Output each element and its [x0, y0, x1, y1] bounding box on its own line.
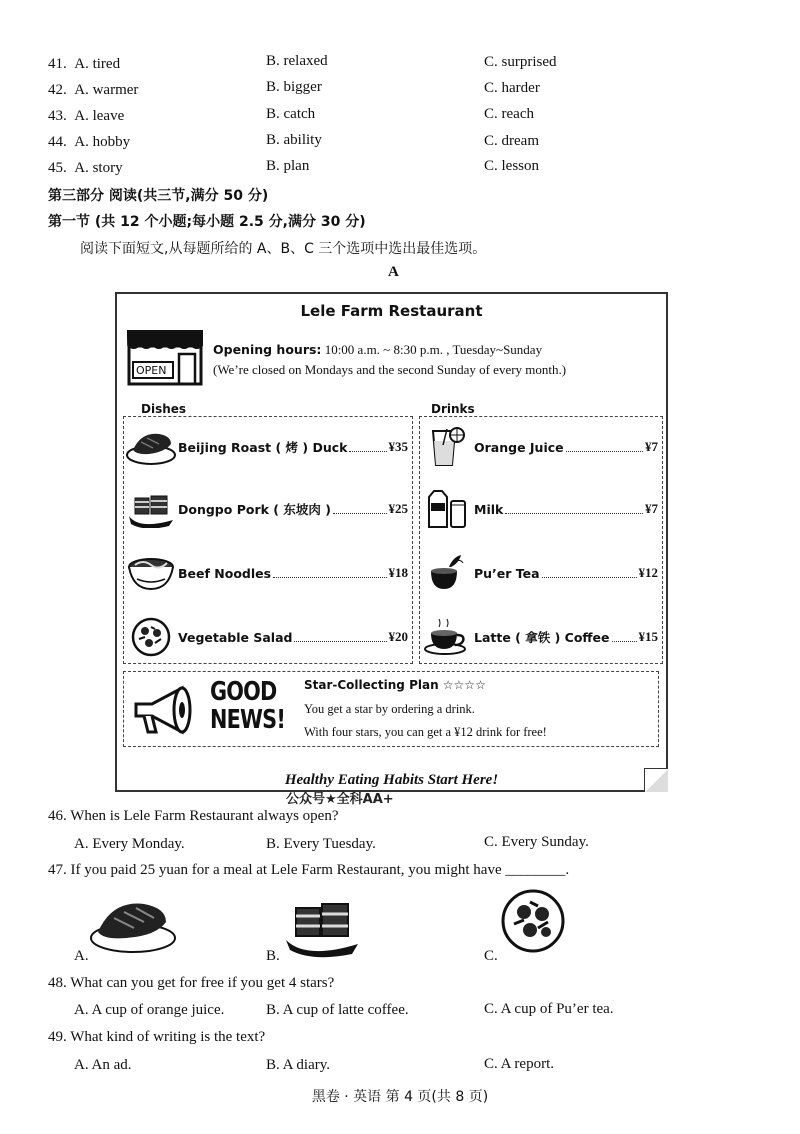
option-row [48, 134, 130, 151]
option-c: C. lesson [484, 158, 540, 174]
option-b: B. relaxed [266, 53, 328, 69]
option-row [48, 82, 138, 99]
hours-value: 10:00 a.m. ~ 8:30 p.m. , Tuesday~Sunday [321, 342, 543, 357]
drinks-menu [419, 416, 663, 664]
option-a: A. Every Monday. [74, 836, 185, 852]
option-a: A. tired [74, 56, 121, 72]
menu-item [420, 489, 662, 529]
passage-label: A [388, 264, 399, 280]
dongpo-pork-option-icon [282, 898, 362, 958]
drink-name: Orange Juice [474, 439, 564, 455]
dishes-menu [123, 416, 413, 664]
dongpo-pork-icon [124, 489, 178, 529]
menu-item [420, 553, 662, 593]
menu-item [420, 427, 662, 467]
option-b: B. A cup of latte coffee. [266, 1002, 409, 1018]
drink-price: ¥15 [638, 629, 658, 644]
menu-item [124, 427, 412, 467]
option-c: C. reach [484, 106, 534, 122]
option-a: A. story [74, 160, 123, 176]
closed-note: (We’re closed on Mondays and the second Sunday of every month.) [213, 362, 567, 377]
question-stem: 46. When is Lele Farm Restaurant always open? [48, 808, 339, 824]
question-number: 44. [48, 134, 67, 150]
option-row [48, 108, 124, 125]
question-stem: 47. If you paid 25 yuan for a meal at Lele Farm Restaurant, you might have ________. [48, 862, 570, 878]
dish-price: ¥25 [388, 501, 408, 516]
option-b: B. Every Tuesday. [266, 836, 376, 852]
option-b: B. catch [266, 106, 316, 122]
option-c: C. A cup of Pu’er tea. [484, 1001, 614, 1017]
option-row [48, 56, 120, 73]
option-b: B. ability [266, 132, 322, 148]
option-a: A. [74, 948, 89, 964]
drink-price: ¥7 [645, 501, 658, 516]
milk-icon [420, 489, 474, 529]
dish-name: Beef Noodles [178, 565, 272, 581]
dish-name: Beijing Roast ( 烤 ) Duck [178, 440, 348, 455]
option-b: B. plan [266, 158, 310, 174]
option-b: B. [266, 948, 280, 964]
coffee-icon [420, 617, 474, 657]
question-number: 45. [48, 160, 67, 176]
orange-juice-icon [420, 427, 474, 467]
plan-title: Star-Collecting Plan ☆☆☆☆ [304, 678, 486, 692]
drink-name: Latte ( 拿铁 ) Coffee [474, 630, 610, 645]
vegetable-salad-icon [124, 617, 178, 657]
question-stem: 48. What can you get for free if you get 4 stars? [48, 975, 335, 991]
good-news-line2: NEWS! [210, 705, 286, 735]
plan-line: You get a star by ordering a drink. [304, 702, 475, 716]
menu-item [124, 617, 412, 657]
option-b: B. bigger [266, 79, 322, 95]
open-sign: OPEN [136, 364, 167, 377]
question-number: 41. [48, 56, 67, 72]
question-stem: 49. What kind of writing is the text? [48, 1029, 266, 1045]
dish-price: ¥20 [388, 629, 408, 644]
drinks-label: Drinks [431, 402, 475, 416]
menu-item [420, 617, 662, 657]
roast-duck-icon [124, 427, 178, 467]
menu-item [124, 489, 412, 529]
option-a: A. leave [74, 108, 125, 124]
page-curl [644, 768, 668, 792]
option-a: A. An ad. [74, 1057, 132, 1073]
hours-label: Opening hours: [213, 342, 322, 357]
option-b: B. A diary. [266, 1057, 331, 1073]
option-a: A. hobby [74, 134, 131, 150]
storefront-icon [125, 328, 205, 386]
question-number: 43. [48, 108, 67, 124]
option-c: C. surprised [484, 54, 557, 70]
option-row [48, 160, 123, 177]
opening-hours [213, 342, 542, 358]
option-c: C. [484, 948, 498, 964]
megaphone-icon [132, 684, 202, 736]
good-news-logo [210, 678, 285, 734]
plan-line: With four stars, you can get a ¥12 drink for free! [304, 725, 547, 739]
poster-title: Lele Farm Restaurant [300, 302, 483, 320]
option-a: A. warmer [74, 82, 139, 98]
option-c: C. A report. [484, 1056, 554, 1072]
roast-duck-option-icon [88, 898, 178, 956]
drink-name: Pu’er Tea [474, 565, 540, 581]
good-news-line1: GOOD [210, 677, 277, 707]
option-c: C. Every Sunday. [484, 834, 589, 850]
option-c: C. harder [484, 80, 540, 96]
part-heading: 第三部分 阅读(共三节,满分 50 分) [48, 188, 269, 204]
vegetable-salad-option-icon [500, 888, 566, 954]
dish-price: ¥35 [388, 439, 408, 454]
option-c: C. dream [484, 133, 539, 149]
restaurant-poster [115, 292, 668, 792]
tea-icon [420, 553, 474, 593]
dishes-label: Dishes [141, 402, 187, 416]
drink-name: Milk [474, 501, 504, 517]
section-heading: 第一节 (共 12 个小题;每小题 2.5 分,满分 30 分) [48, 214, 366, 230]
option-a: A. A cup of orange juice. [74, 1002, 225, 1018]
dish-name: Dongpo Pork ( 东坡肉 ) [178, 502, 331, 517]
beef-noodles-icon [124, 553, 178, 593]
instruction: 阅读下面短文,从每题所给的 A、B、C 三个选项中选出最佳选项。 [80, 241, 487, 257]
drink-price: ¥7 [645, 439, 658, 454]
poster-slogan: Healthy Eating Habits Start Here! [284, 772, 499, 788]
watermark: 公众号★全科AA+ [286, 792, 394, 807]
dish-price: ¥18 [388, 565, 408, 580]
good-news-box [123, 671, 659, 747]
menu-item [124, 553, 412, 593]
dish-name: Vegetable Salad [178, 629, 293, 645]
drink-price: ¥12 [638, 565, 658, 580]
question-number: 42. [48, 82, 67, 98]
page-footer: 黑卷 · 英语 第 4 页(共 8 页) [311, 1089, 489, 1105]
